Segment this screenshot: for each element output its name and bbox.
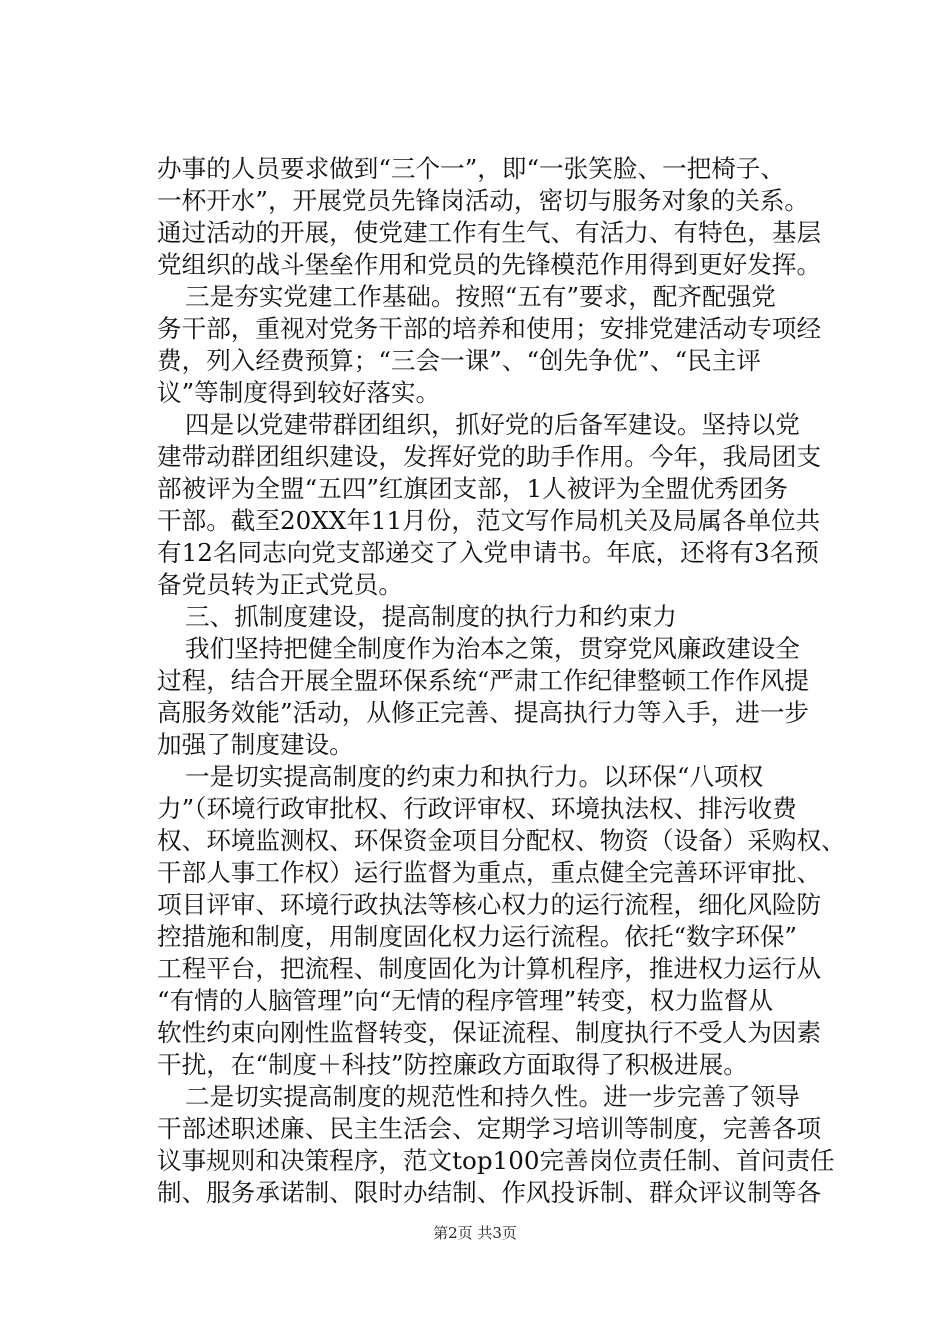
text-line: 干扰，在“制度＋科技”防控廉政方面取得了积极进展。 — [157, 1050, 748, 1079]
text-line: 务干部，重视对党务干部的培养和使用；安排党建活动专项经 — [157, 314, 822, 343]
text-line: 高服务效能”活动，从修正完善、提高执行力等入手，进一步 — [157, 698, 810, 727]
text-line: 控措施和制度，用制度固化权力运行流程。依托“数字环保” — [157, 922, 797, 951]
text-line: 费，列入经费预算；“三会一课”、“创先争优”、“民主评 — [157, 346, 761, 375]
paragraph-first-line: 一是切实提高制度的约束力和执行力。以环保“八项权 — [185, 762, 764, 791]
text-line: 干部人事工作权）运行监督为重点，重点健全完善环评审批、 — [157, 858, 822, 887]
text-line: 制、服务承诺制、限时办结制、作风投诉制、群众评议制等各 — [157, 1178, 822, 1207]
text-line: 建带动群团组织建设，发挥好党的助手作用。今年，我局团支 — [157, 442, 822, 471]
text-line: 议”等制度得到较好落实。 — [157, 378, 441, 407]
text-line: 项目评审、环境行政执法等核心权力的运行流程，细化风险防 — [157, 890, 822, 919]
text-line: 备党员转为正式党员。 — [157, 570, 403, 599]
paragraph-first-line: 四是以党建带群团组织，抓好党的后备军建设。坚持以党 — [185, 410, 800, 439]
document-body — [157, 153, 846, 1209]
text-line: 一杯开水”，开展党员先锋岗活动，密切与服务对象的关系。 — [157, 186, 810, 215]
text-line: 议事规则和决策程序，范文top100完善岗位责任制、首问责任 — [157, 1146, 835, 1175]
page-footer: 第2页 共3页 — [433, 1224, 517, 1242]
text-line: 办事的人员要求做到“三个一”，即“一张笑脸、一把椅子、 — [157, 154, 785, 183]
text-line: 干部述职述廉、民主生活会、定期学习培训等制度，完善各项 — [157, 1114, 822, 1143]
text-line: 过程，结合开展全盟环保系统“严肃工作纪律整顿工作作风提 — [157, 666, 810, 695]
text-line: 加强了制度建设。 — [157, 730, 354, 759]
paragraph-first-line: 我们坚持把健全制度作为治本之策，贯穿党风廉政建设全 — [185, 634, 800, 663]
text-line: 部被评为全盟“五四”红旗团支部，1人被评为全盟优秀团务 — [157, 474, 789, 503]
paragraph-first-line: 二是切实提高制度的规范性和持久性。进一步完善了领导 — [185, 1082, 800, 1111]
text-line: 有12名同志向党支部递交了入党申请书。年底，还将有3名预 — [157, 538, 819, 567]
text-line: 权、环境监测权、环保资金项目分配权、物资（设备）采购权、 — [157, 826, 846, 855]
section-heading: 三、抓制度建设，提高制度的执行力和约束力 — [185, 602, 677, 631]
text-line: 党组织的战斗堡垒作用和党员的先锋模范作用得到更好发挥。 — [157, 250, 822, 279]
text-line: 干部。截至20XX年11月份，范文写作局机关及局属各单位共 — [157, 506, 821, 535]
text-line: 工程平台，把流程、制度固化为计算机程序，推进权力运行从 — [157, 954, 822, 983]
text-line: 力”（环境行政审批权、行政评审权、环境执法权、排污收费 — [157, 794, 797, 823]
text-line: 通过活动的开展，使党建工作有生气、有活力、有特色，基层 — [157, 218, 822, 247]
paragraph-first-line: 三是夯实党建工作基础。按照“五有”要求，配齐配强党 — [185, 282, 776, 311]
text-line: “有情的人脑管理”向“无情的程序管理”转变，权力监督从 — [157, 986, 773, 1015]
text-line: 软性约束向刚性监督转变，保证流程、制度执行不受人为因素 — [157, 1018, 822, 1047]
